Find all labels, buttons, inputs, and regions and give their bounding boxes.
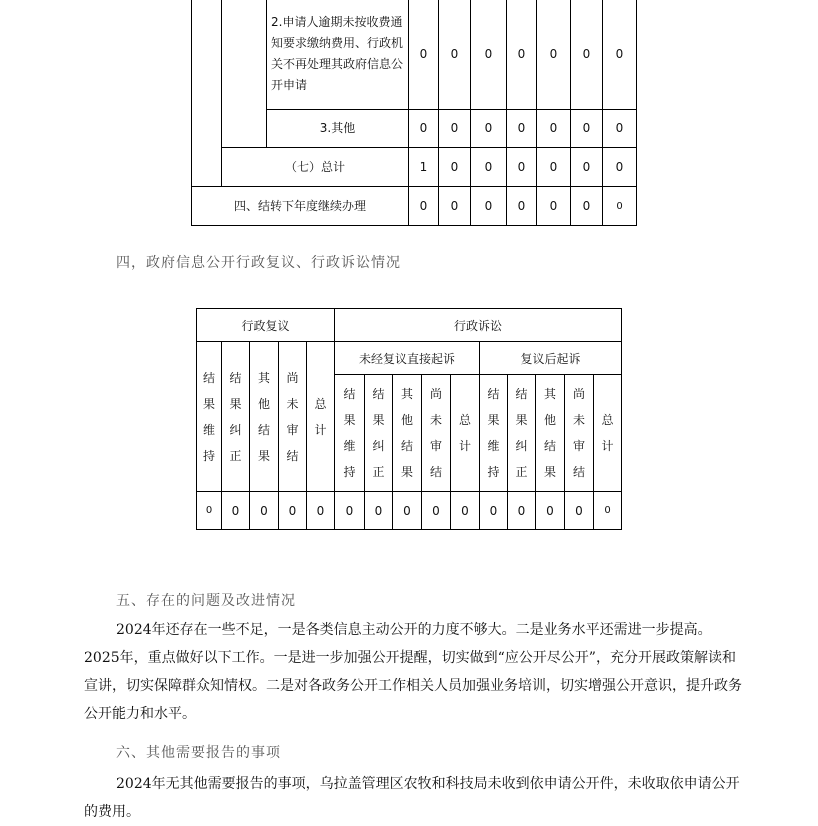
value-cell: 0 bbox=[537, 187, 571, 226]
col-other-result: 其 他 结 果 bbox=[536, 375, 565, 492]
row-label-carry-over: 四、结转下年度继续办理 bbox=[192, 187, 409, 226]
value-cell: 0 bbox=[471, 187, 507, 226]
col-pending: 尚 未 审 结 bbox=[279, 342, 307, 492]
section-4-heading: 四，政府信息公开行政复议、行政诉讼情况 bbox=[116, 255, 401, 271]
value-cell: 0 bbox=[250, 492, 279, 530]
row-label-other: 3.其他 bbox=[267, 110, 409, 148]
value-cell: 0 bbox=[279, 492, 307, 530]
col-other-result: 其 他 结 果 bbox=[250, 342, 279, 492]
value-cell: 0 bbox=[409, 0, 439, 110]
value-cell: 0 bbox=[571, 110, 603, 148]
value-cell: 0 bbox=[365, 492, 393, 530]
value-cell: 0 bbox=[571, 148, 603, 187]
col-total: 总 计 bbox=[307, 342, 335, 492]
value-cell: 0 bbox=[197, 492, 222, 530]
value-cell: 0 bbox=[480, 492, 508, 530]
value-cell: 0 bbox=[537, 110, 571, 148]
value-cell: 0 bbox=[508, 492, 536, 530]
value-cell: 0 bbox=[603, 148, 637, 187]
section-6-heading: 六、其他需要报告的事项 bbox=[116, 745, 281, 761]
value-cell: 0 bbox=[507, 110, 537, 148]
header-admin-review: 行政复议 bbox=[197, 309, 335, 342]
value-cell: 0 bbox=[507, 148, 537, 187]
value-cell: 1 bbox=[409, 148, 439, 187]
value-cell: 0 bbox=[451, 492, 480, 530]
col-other-result: 其 他 结 果 bbox=[393, 375, 422, 492]
col-pending: 尚 未 审 结 bbox=[565, 375, 594, 492]
value-cell: 0 bbox=[571, 0, 603, 110]
col-total: 总 计 bbox=[451, 375, 480, 492]
table1-left-spacer bbox=[192, 0, 222, 187]
value-cell: 0 bbox=[422, 492, 451, 530]
value-cell: 0 bbox=[537, 0, 571, 110]
value-cell: 0 bbox=[335, 492, 365, 530]
application-statistics-table bbox=[191, 0, 637, 226]
value-cell: 0 bbox=[471, 148, 507, 187]
value-cell: 0 bbox=[439, 110, 471, 148]
value-cell: 0 bbox=[507, 0, 537, 110]
value-cell: 0 bbox=[603, 110, 637, 148]
value-cell: 0 bbox=[565, 492, 594, 530]
table1-mid-spacer bbox=[222, 0, 267, 148]
col-result-upheld: 结 果 维 持 bbox=[335, 375, 365, 492]
section-5-heading: 五、存在的问题及改进情况 bbox=[116, 593, 296, 609]
value-cell: 0 bbox=[594, 492, 622, 530]
value-cell: 0 bbox=[307, 492, 335, 530]
value-cell: 0 bbox=[393, 492, 422, 530]
value-cell: 0 bbox=[507, 187, 537, 226]
col-result-corrected: 结 果 纠 正 bbox=[222, 342, 250, 492]
value-cell: 0 bbox=[603, 0, 637, 110]
value-cell: 0 bbox=[409, 187, 439, 226]
row-label-total: （七）总计 bbox=[222, 148, 409, 187]
value-cell: 0 bbox=[439, 187, 471, 226]
col-result-corrected: 结 果 纠 正 bbox=[365, 375, 393, 492]
value-cell: 0 bbox=[439, 148, 471, 187]
section-6-paragraph: 2024年无其他需要报告的事项，乌拉盖管理区农牧和科技局未收到依申请公开件，未收取依申请公开的费用。 bbox=[84, 776, 740, 820]
header-after-review-litigation: 复议后起诉 bbox=[480, 342, 622, 375]
col-pending: 尚 未 审 结 bbox=[422, 375, 451, 492]
review-litigation-table bbox=[196, 308, 622, 530]
header-admin-litigation: 行政诉讼 bbox=[335, 309, 622, 342]
section-5-paragraph: 2024年还存在一些不足，一是各类信息主动公开的力度不够大。二是业务水平还需进一步提高。2025年，重点做好以下工作。一是进一步加强公开提醒，切实做到“应公开尽公开”，充分开展政策解读和宣讲，切实保障群众知情权。二是对各政务公开工作相关人员加强业务培训，切实增强公开意识，提升政务公开能力和水平。 bbox=[84, 622, 742, 722]
row-label-overdue-fee: 2.申请人逾期未按收费通知要求缴纳费用、行政机关不再处理其政府信息公开申请 bbox=[267, 0, 409, 110]
value-cell: 0 bbox=[439, 0, 471, 110]
header-direct-litigation: 未经复议直接起诉 bbox=[335, 342, 480, 375]
col-result-upheld: 结 果 维 持 bbox=[480, 375, 508, 492]
value-cell: 0 bbox=[571, 187, 603, 226]
col-result-upheld: 结 果 维 持 bbox=[197, 342, 222, 492]
col-result-corrected: 结 果 纠 正 bbox=[508, 375, 536, 492]
value-cell: 0 bbox=[409, 110, 439, 148]
value-cell: 0 bbox=[603, 187, 637, 226]
value-cell: 0 bbox=[471, 110, 507, 148]
value-cell: 0 bbox=[537, 148, 571, 187]
value-cell: 0 bbox=[536, 492, 565, 530]
value-cell: 0 bbox=[222, 492, 250, 530]
value-cell: 0 bbox=[471, 0, 507, 110]
col-total: 总 计 bbox=[594, 375, 622, 492]
